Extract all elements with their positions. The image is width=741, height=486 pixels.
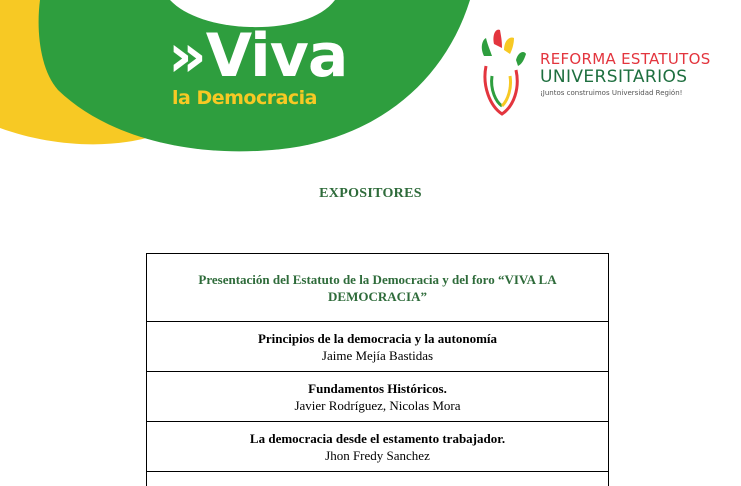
speaker-name: Jhon Fredy Sanchez [325,447,430,463]
topic-title: Fundamentos Históricos. [308,380,447,396]
speaker-cell [147,422,609,472]
speaker-name: Jaime Mejía Bastidas [321,347,434,363]
table-row [147,254,609,322]
speaker-cell [147,372,609,422]
speaker-name: Javier Rodríguez, Nicolas Mora [294,397,461,413]
table-row [147,472,609,486]
raised-hands-icon [472,26,532,126]
speakers-table [146,253,609,486]
reforma-tagline: ¡Juntos construimos Universidad Región! [540,89,683,97]
topic-title: La democracia desde el estamento trabajador. [249,430,506,446]
table-row [147,322,609,372]
empty-cell [147,472,609,486]
topic-title: Principios de la democracia y la autonomía [257,330,498,346]
page-title: EXPOSITORES [319,186,422,201]
speaker-cell [147,322,609,372]
universitarios-title: UNIVERSITARIOS [540,67,688,87]
reforma-title: REFORMA ESTATUTOS [540,50,711,68]
democracia-logo-text: la Democracia [172,87,318,109]
intro-cell: Presentación del Estatuto de la Democracia y del foro “VIVA LA DEMOCRACIA” [147,254,609,322]
viva-logo-text: »Viva [168,21,348,91]
table-row [147,372,609,422]
table-row [147,422,609,472]
